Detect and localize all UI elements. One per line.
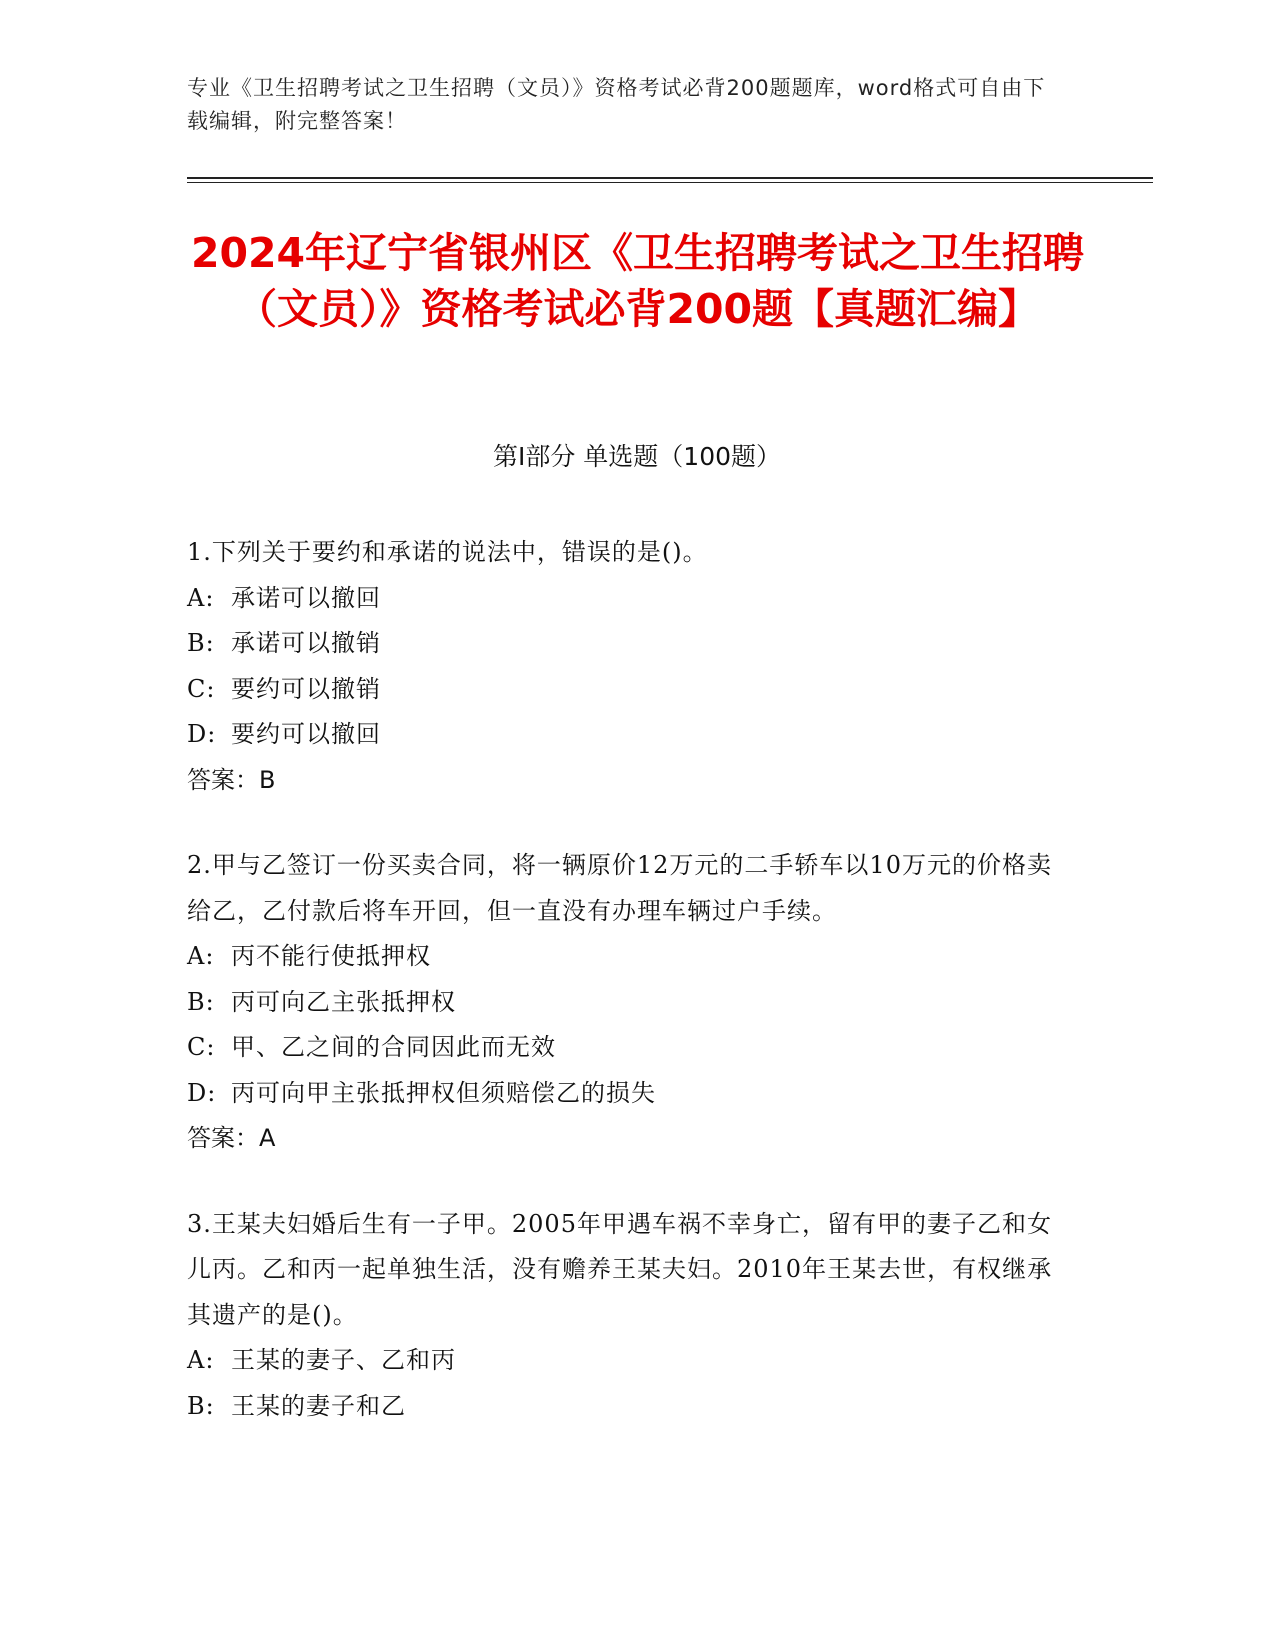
option-letter: B:	[187, 1391, 215, 1420]
option-letter: C:	[187, 674, 216, 703]
option-text: 要约可以撤回	[231, 720, 381, 748]
header-note: 专业《卫生招聘考试之卫生招聘（文员）》资格考试必背200题题库，word格式可自由下载编辑，附完整答案！	[187, 76, 1046, 133]
option-text: 要约可以撤销	[231, 674, 381, 703]
question-stem: 3.王某夫妇婚后生有一子甲。2005年甲遇车祸不幸身亡，留有甲的妻子乙和女儿丙。乙和丙一起单独生活，没有赡养王某夫妇。2010年王某去世，有权继承其遗产的是()。	[187, 1209, 1053, 1329]
option-text: 承诺可以撤销	[231, 629, 381, 657]
option-c	[187, 1025, 1067, 1071]
option-d	[187, 1071, 1067, 1117]
option-text: 甲、乙之间的合同因此而无效	[231, 1033, 556, 1061]
option-text: 丙可向乙主张抵押权	[231, 987, 456, 1016]
question-stem: 1.下列关于要约和承诺的说法中，错误的是()。	[187, 538, 708, 566]
option-letter: D:	[187, 720, 217, 748]
option-letter: D:	[187, 1078, 217, 1107]
option-b	[187, 621, 1067, 667]
option-letter: A:	[187, 583, 215, 612]
option-text: 王某的妻子、乙和丙	[231, 1346, 456, 1374]
question-2	[187, 843, 1067, 1162]
option-a	[187, 934, 1067, 980]
header-divider-thin	[187, 182, 1153, 183]
option-text: 承诺可以撤回	[231, 583, 381, 612]
question-1	[187, 530, 1067, 803]
option-c	[187, 667, 1067, 713]
question-answer: 答案：A	[187, 1124, 276, 1152]
option-text: 丙不能行使抵押权	[231, 942, 431, 970]
question-3	[187, 1202, 1067, 1430]
question-answer: 答案：B	[187, 765, 276, 794]
option-letter: B:	[187, 987, 215, 1016]
option-b	[187, 980, 1067, 1026]
option-letter: B:	[187, 629, 215, 657]
header-divider-thick	[187, 177, 1153, 179]
question-stem: 2.甲与乙签订一份买卖合同，将一辆原价12万元的二手轿车以10万元的价格卖给乙，乙付款后将车开回，但一直没有办理车辆过户手续。	[187, 851, 1052, 925]
option-text: 王某的妻子和乙	[231, 1391, 406, 1420]
option-b	[187, 1384, 1067, 1430]
option-a	[187, 1338, 1067, 1384]
question-list	[187, 530, 1067, 1469]
option-text: 丙可向甲主张抵押权但须赔偿乙的损失	[231, 1078, 656, 1107]
document-title: 2024年辽宁省银州区《卫生招聘考试之卫生招聘（文员）》资格考试必背200题【真题汇编】	[190, 229, 1085, 333]
option-a	[187, 576, 1067, 622]
section-title: 第Ⅰ部分 单选题（100题）	[492, 442, 782, 471]
option-letter: A:	[187, 942, 215, 970]
option-letter: C:	[187, 1033, 216, 1061]
option-d	[187, 712, 1067, 758]
option-letter: A:	[187, 1346, 215, 1374]
